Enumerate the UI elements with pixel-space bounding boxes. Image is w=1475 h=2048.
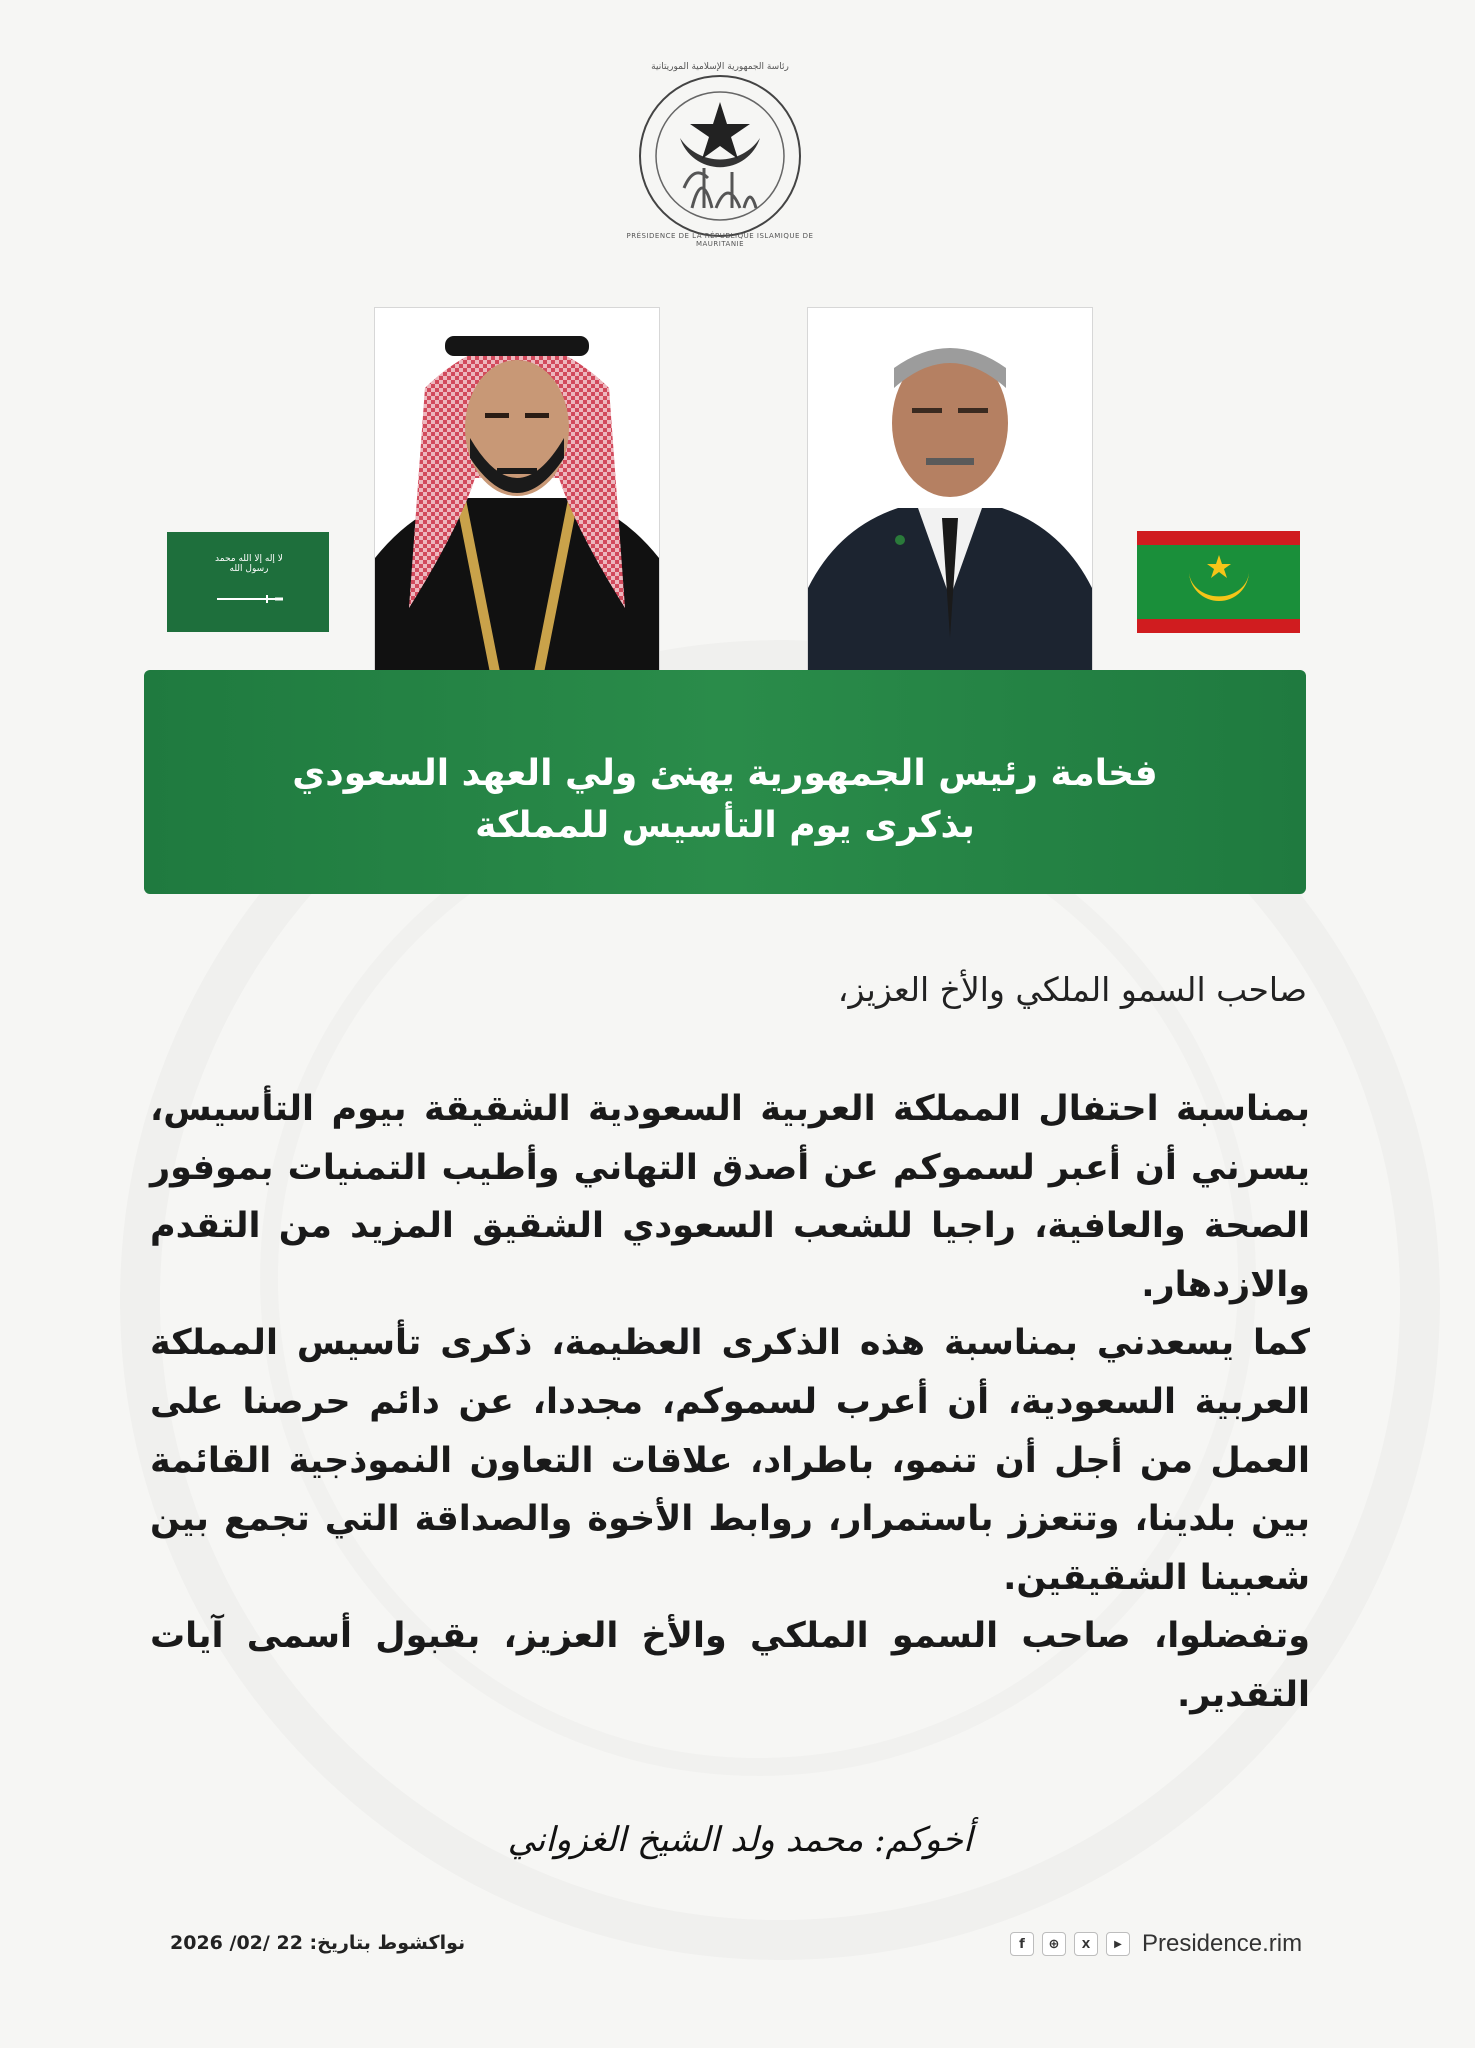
footer-social-links [1010, 1928, 1302, 1960]
crown-prince-photo [374, 307, 660, 714]
saudi-flag-script: لا إله إلا الله محمد رسول الله [215, 554, 283, 574]
sword-icon [215, 594, 285, 604]
letter-paragraph-1: بمناسبة احتفال المملكة العربية السعودية الشقيقة بيوم التأسيس، يسرني أن أعبر لسموكم عن أصدق التهاني وأطيب التمنيات بموفور الصحة والعافية، راجيا للشعب السعودي الشقيق المزيد من التقدم والازدهار. [150, 1089, 1310, 1305]
flag-red-stripe-bottom [1137, 619, 1300, 633]
website-link[interactable]: Presidence.rim [1142, 1930, 1303, 1957]
flag-red-stripe-top [1137, 531, 1300, 545]
letter-paragraph-2: كما يسعدني بمناسبة هذه الذكرى العظيمة، ذكرى تأسيس المملكة العربية السعودية، أن أعرب لسموكم، مجددا، عن دائم حرصنا على العمل من أجل أن تنمو، باطراد، علاقات التعاون النموذجية القائمة بين بلدينا، وتتعزز باستمرار، روابط الأخوة والصداقة التي تجمع بين شعبينا الشقيقين. [150, 1323, 1310, 1598]
presidential-seal-icon [632, 68, 808, 244]
signature: أخوكم: محمد ولد الشيخ الغزواني [507, 1820, 973, 1860]
letter-body [150, 1080, 1310, 1725]
facebook-icon[interactable]: f [1010, 1932, 1034, 1956]
president-photo [807, 307, 1093, 714]
banner-title-line-2: بذكرى يوم التأسيس للمملكة [475, 805, 975, 846]
x-icon[interactable]: X [1074, 1932, 1098, 1956]
banner-title [144, 748, 1306, 852]
letter-paragraph-3: وتفضلوا، صاحب السمو الملكي والأخ العزيز، بقبول أسمى آيات التقدير. [150, 1616, 1310, 1715]
saudi-flag [167, 532, 329, 632]
mauritania-flag [1137, 531, 1300, 633]
banner-title-line-1: فخامة رئيس الجمهورية يهنئ ولي العهد السعودي [292, 753, 1158, 794]
letter-salutation: صاحب السمو الملكي والأخ العزيز، [837, 970, 1307, 1009]
crescent-star-icon [1183, 551, 1255, 613]
seal-french-text: PRÉSIDENCE DE LA RÉPUBLIQUE ISLAMIQUE DE MAURITANIE [626, 232, 814, 248]
footer-date: نواكشوط بتاريخ: 22 /02/ 2026 [170, 1932, 466, 1954]
globe-icon[interactable]: ⊕ [1042, 1932, 1066, 1956]
youtube-icon[interactable]: ▶ [1106, 1932, 1130, 1956]
seal-arabic-text: رئاسة الجمهورية الإسلامية الموريتانية [651, 62, 789, 72]
